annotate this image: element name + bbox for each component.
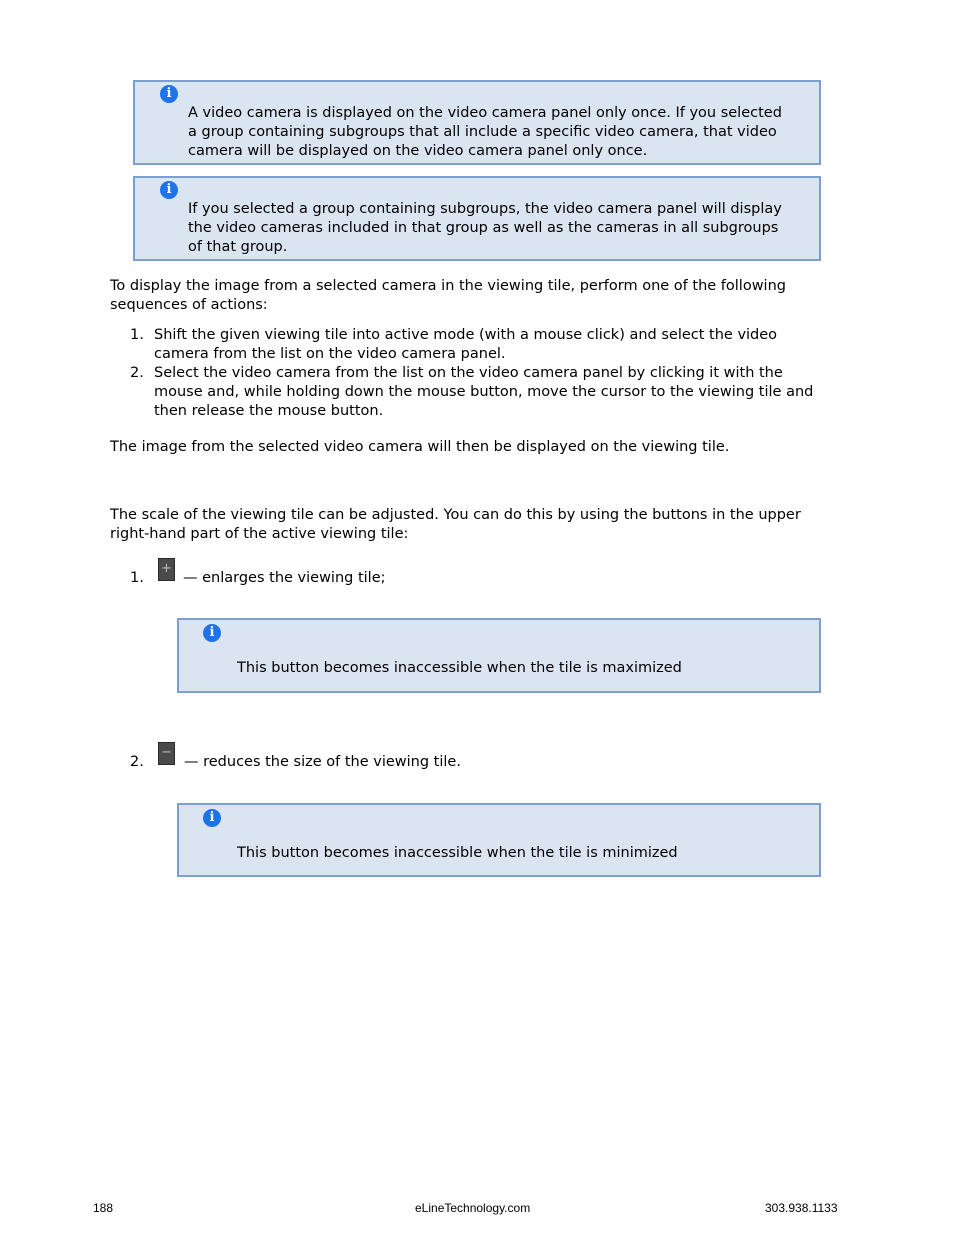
info-note xyxy=(177,803,821,877)
footer-phone: 303.938.1133 xyxy=(765,1201,838,1215)
list-item xyxy=(154,364,813,421)
list-number: 1. xyxy=(130,327,144,343)
paragraph-line: To display the image from a selected camera in the viewing tile, perform one of the following xyxy=(110,278,786,294)
info-note xyxy=(177,618,821,693)
note-line: A video camera is displayed on the video camera panel only once. If you selected xyxy=(188,105,782,121)
list-item xyxy=(154,326,777,364)
plus-icon: + xyxy=(158,558,175,581)
note-text: This button becomes inaccessible when the tile is maximized xyxy=(237,660,682,676)
note-text: This button becomes inaccessible when the tile is minimized xyxy=(237,845,678,861)
note-text xyxy=(188,200,782,257)
info-icon: i xyxy=(203,624,221,642)
button-description: — reduces the size of the viewing tile. xyxy=(184,754,461,770)
list-number: 1. xyxy=(130,570,144,586)
info-note xyxy=(133,80,821,165)
note-line: of that group. xyxy=(188,239,288,255)
paragraph-line: The scale of the viewing tile can be adjusted. You can do this by using the buttons in the upper xyxy=(110,507,801,523)
info-icon: i xyxy=(203,809,221,827)
list-item-line: Select the video camera from the list on the video camera panel by clicking it with the xyxy=(154,365,783,381)
paragraph-line: right-hand part of the active viewing tile: xyxy=(110,526,409,542)
info-icon: i xyxy=(160,181,178,199)
note-line: the video cameras included in that group as well as the cameras in all subgroups xyxy=(188,220,779,236)
page-number: 188 xyxy=(93,1201,114,1215)
list-item-line: then release the mouse button. xyxy=(154,403,384,419)
note-line: If you selected a group containing subgroups, the video camera panel will display xyxy=(188,201,782,217)
result-paragraph: The image from the selected video camera will then be displayed on the viewing tile. xyxy=(110,439,730,455)
note-text xyxy=(188,104,782,161)
list-item-line: camera from the list on the video camera panel. xyxy=(154,346,506,362)
info-note xyxy=(133,176,821,261)
footer-site: eLineTechnology.com xyxy=(415,1201,531,1215)
list-item-line: mouse and, while holding down the mouse button, move the cursor to the viewing tile and xyxy=(154,384,814,400)
note-line: a group containing subgroups that all include a specific video camera, that video xyxy=(188,124,777,140)
button-description: — enlarges the viewing tile; xyxy=(183,570,386,586)
minus-icon: − xyxy=(158,742,175,765)
info-icon: i xyxy=(160,85,178,103)
paragraph-line: sequences of actions: xyxy=(110,297,268,313)
list-item-line: Shift the given viewing tile into active mode (with a mouse click) and select the video xyxy=(154,327,778,343)
list-number: 2. xyxy=(130,365,144,381)
intro-paragraph xyxy=(110,277,786,315)
note-line: camera will be displayed on the video camera panel only once. xyxy=(188,143,648,159)
scale-paragraph xyxy=(110,506,801,544)
list-number: 2. xyxy=(130,754,144,770)
